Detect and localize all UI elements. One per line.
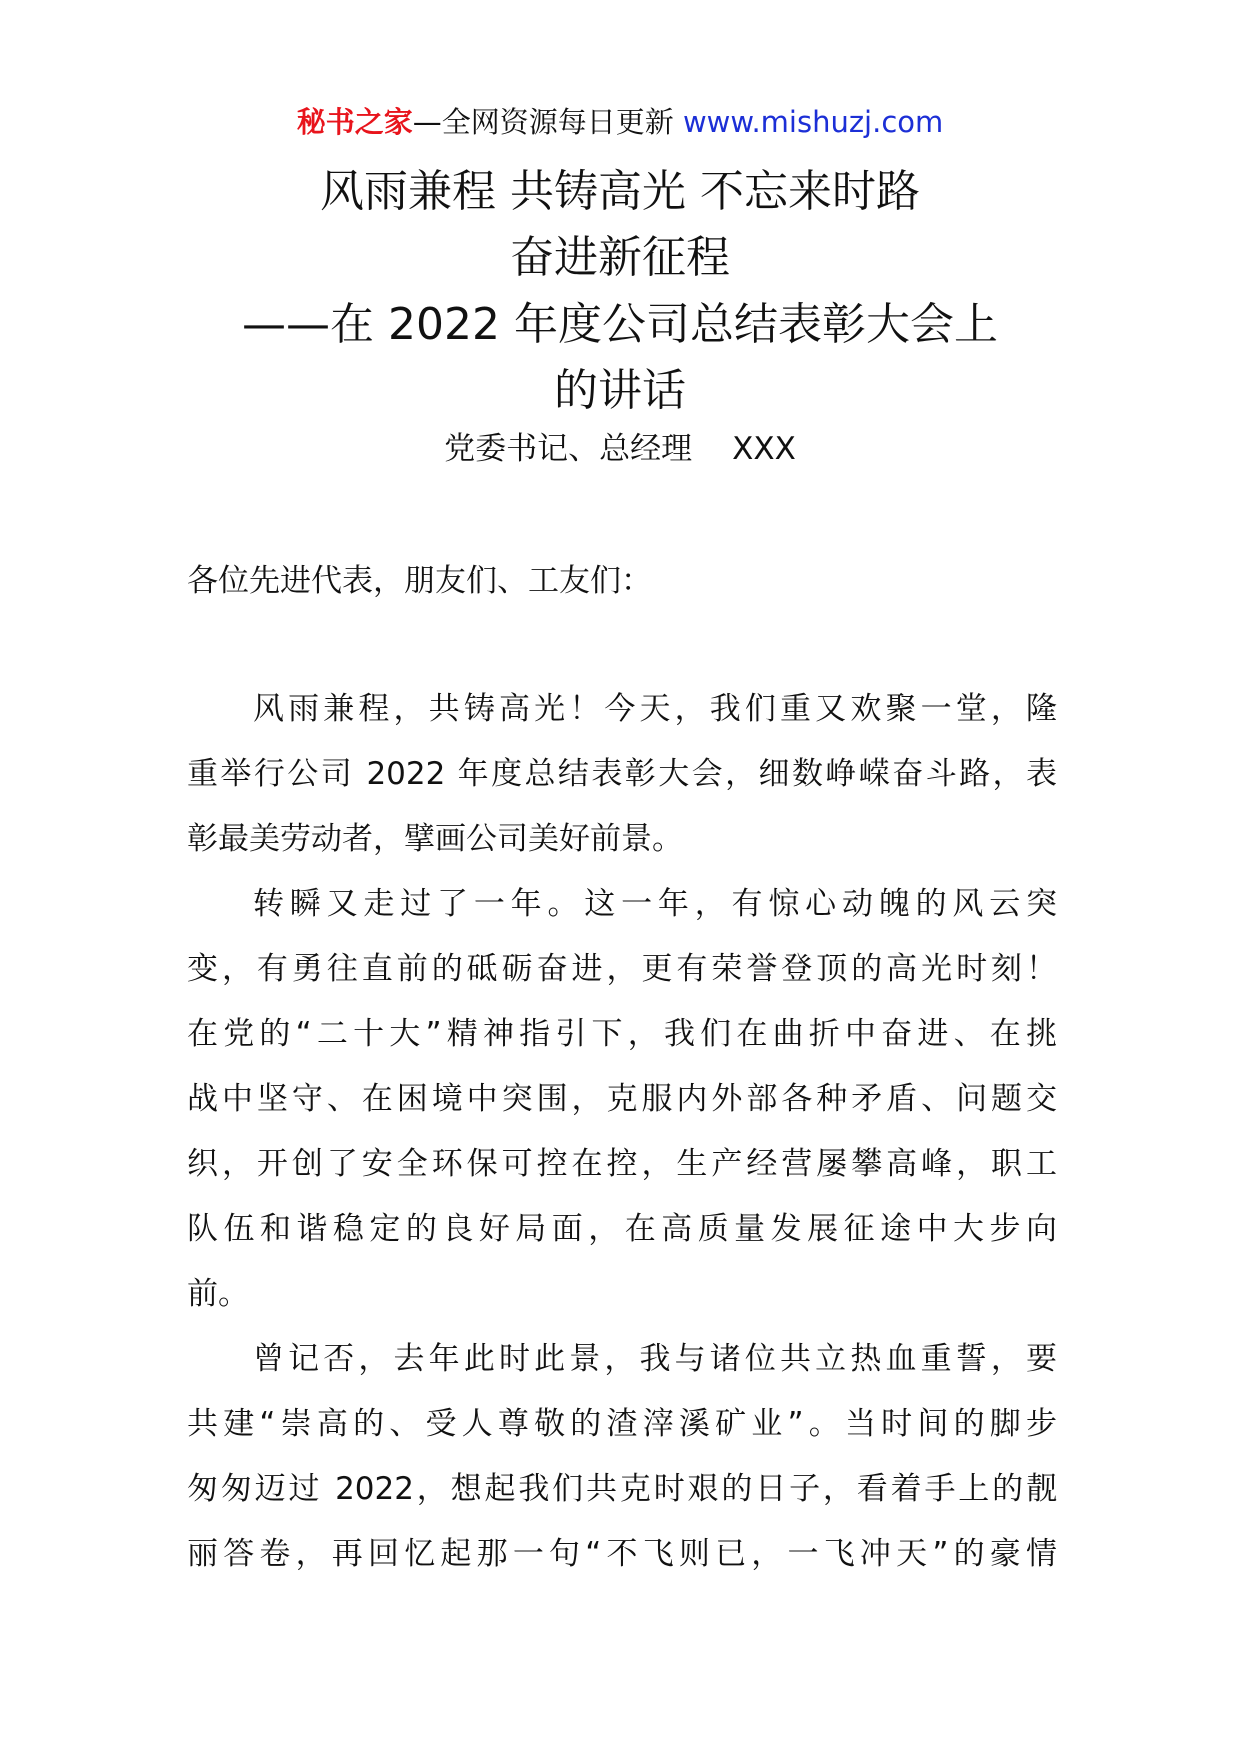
paragraph-line: 丽答卷，再回忆起那一句“不飞则已，一飞冲天”的豪情	[187, 1536, 1057, 1572]
paragraph-2	[187, 872, 1057, 1327]
paragraph-line: 重举行公司 2022 年度总结表彰大会，细数峥嵘奋斗路，表	[187, 756, 1057, 792]
paragraph-line: 曾记否，去年此时此景，我与诸位共立热血重誓，要	[253, 1341, 1057, 1377]
paragraph-3	[187, 1327, 1057, 1587]
site-tagline: —全网资源每日更新	[412, 105, 674, 139]
author-role: 党委书记、总经理	[444, 431, 693, 467]
paragraph-line: 彰最美劳动者，擘画公司美好前景。	[187, 821, 683, 857]
paragraph-line: 织，开创了安全环保可控在控，生产经营屡攀高峰，职工	[187, 1146, 1057, 1182]
author-line	[0, 426, 1240, 472]
site-brand: 秘书之家	[296, 105, 413, 139]
title-line-3: ——在 2022 年度公司总结表彰大会上	[242, 299, 998, 350]
title-line-2: 奋进新征程	[510, 232, 730, 283]
author-name: XXX	[732, 431, 796, 467]
paragraph-line: 风雨兼程，共铸高光！今天，我们重又欢聚一堂，隆	[253, 691, 1057, 727]
paragraph-line: 共建“崇高的、受人尊敬的渣滓溪矿业”。当时间的脚步	[187, 1406, 1057, 1442]
site-url-link[interactable]: www.mishuzj.com	[682, 105, 944, 139]
paragraph-line: 匆匆迈过 2022，想起我们共克时艰的日子，看着手上的靓	[187, 1471, 1057, 1507]
paragraph-line: 队伍和谐稳定的良好局面，在高质量发展征途中大步向	[187, 1211, 1057, 1247]
paragraph-line: 前。	[187, 1276, 249, 1312]
paragraph-1	[187, 677, 1057, 872]
title-line-1: 风雨兼程 共铸高光 不忘来时路	[320, 166, 920, 217]
paragraph-line: 战中坚守、在困境中突围，克服内外部各种矛盾、问题交	[187, 1081, 1057, 1117]
paragraph-line: 在党的“二十大”精神指引下，我们在曲折中奋进、在挑	[187, 1016, 1057, 1052]
paragraph-line: 变，有勇往直前的砥砺奋进，更有荣誉登顶的高光时刻！	[187, 951, 1057, 987]
title-line-4: 的讲话	[554, 365, 686, 416]
salutation: 各位先进代表，朋友们、工友们：	[187, 563, 652, 599]
site-header	[0, 102, 1240, 142]
paragraph-line: 转瞬又走过了一年。这一年，有惊心动魄的风云突	[253, 886, 1057, 922]
